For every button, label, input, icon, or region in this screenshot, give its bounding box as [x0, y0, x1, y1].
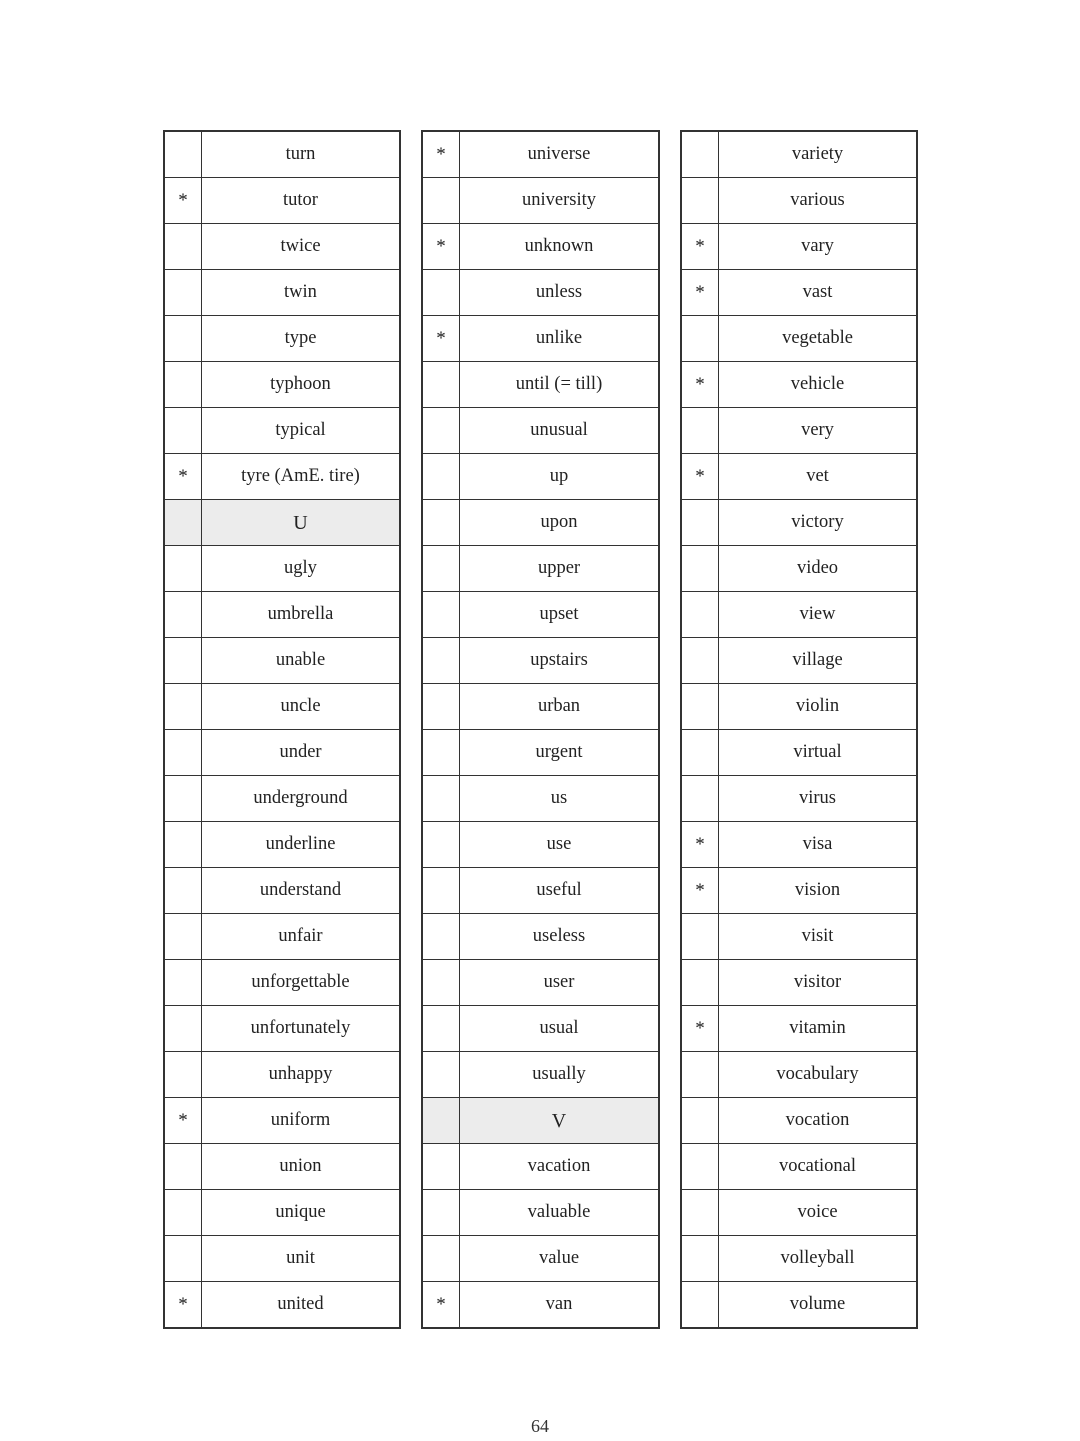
asterisk-marker: *: [681, 362, 719, 408]
vocab-word: unable: [202, 638, 401, 684]
vocab-row: [422, 316, 659, 362]
vocab-word: unfortunately: [202, 1006, 401, 1052]
vocab-word: vacation: [460, 1144, 660, 1190]
vocab-row: [681, 362, 917, 408]
asterisk-marker: [681, 638, 719, 684]
asterisk-marker: [422, 960, 460, 1006]
vocab-table-column-1: [163, 130, 401, 1329]
asterisk-marker: *: [164, 454, 202, 500]
vocab-row: [681, 730, 917, 776]
vocab-row: [164, 1006, 400, 1052]
asterisk-marker: [164, 868, 202, 914]
vocab-row: [164, 960, 400, 1006]
asterisk-marker: [422, 1236, 460, 1282]
vocab-word: unfair: [202, 914, 401, 960]
vocab-table-body: [681, 131, 917, 1328]
vocab-word: van: [460, 1282, 660, 1329]
vocab-word: voice: [719, 1190, 918, 1236]
vocab-row: [164, 822, 400, 868]
vocab-row: [422, 1006, 659, 1052]
vocab-row: [422, 638, 659, 684]
vocab-word: understand: [202, 868, 401, 914]
vocab-row: [681, 868, 917, 914]
vocab-row: [164, 1052, 400, 1098]
vocab-row: [422, 270, 659, 316]
asterisk-marker: [422, 822, 460, 868]
vocab-word: type: [202, 316, 401, 362]
vocab-row: [681, 822, 917, 868]
asterisk-marker: [164, 131, 202, 178]
vocab-row: [164, 592, 400, 638]
vocab-row: [422, 868, 659, 914]
asterisk-marker: [681, 684, 719, 730]
vocab-word: unless: [460, 270, 660, 316]
vocab-word: unusual: [460, 408, 660, 454]
vocab-row: [422, 1052, 659, 1098]
vocab-table-column-3: [680, 130, 918, 1329]
asterisk-marker: [422, 730, 460, 776]
vocab-row: [164, 131, 400, 178]
asterisk-marker: [681, 1144, 719, 1190]
vocab-word: video: [719, 546, 918, 592]
vocab-row: [422, 1144, 659, 1190]
vocab-row: [681, 1236, 917, 1282]
vocab-row: [681, 1052, 917, 1098]
asterisk-marker: [422, 638, 460, 684]
asterisk-marker: [681, 1282, 719, 1329]
vocab-word: under: [202, 730, 401, 776]
asterisk-marker: [681, 960, 719, 1006]
asterisk-marker: [422, 500, 460, 546]
vocab-word: tyre (AmE. tire): [202, 454, 401, 500]
vocab-word: universe: [460, 131, 660, 178]
asterisk-marker: [164, 224, 202, 270]
vocab-row: [164, 1282, 400, 1329]
vocab-row: [422, 546, 659, 592]
vocab-word: united: [202, 1282, 401, 1329]
vocab-row: [422, 131, 659, 178]
vocab-word: union: [202, 1144, 401, 1190]
asterisk-marker: [681, 730, 719, 776]
vocab-row: [681, 1006, 917, 1052]
letter-section-header-row: [164, 500, 400, 546]
vocab-row: [681, 1098, 917, 1144]
vocab-row: [422, 684, 659, 730]
asterisk-marker: [164, 1144, 202, 1190]
asterisk-marker: [422, 684, 460, 730]
vocab-word: value: [460, 1236, 660, 1282]
asterisk-marker: *: [164, 178, 202, 224]
vocab-row: [422, 592, 659, 638]
vocab-row: [164, 316, 400, 362]
asterisk-marker: [422, 362, 460, 408]
asterisk-marker: [164, 1006, 202, 1052]
asterisk-marker: [422, 868, 460, 914]
asterisk-marker: [164, 270, 202, 316]
asterisk-marker: [164, 1236, 202, 1282]
asterisk-marker: *: [422, 224, 460, 270]
vocab-word: unhappy: [202, 1052, 401, 1098]
vocab-word: unit: [202, 1236, 401, 1282]
asterisk-marker: [422, 914, 460, 960]
vocab-word: urgent: [460, 730, 660, 776]
asterisk-marker: *: [681, 454, 719, 500]
vocab-word: up: [460, 454, 660, 500]
vocab-row: [681, 1190, 917, 1236]
vocab-word: until (= till): [460, 362, 660, 408]
asterisk-marker: [681, 1236, 719, 1282]
vocab-word: underground: [202, 776, 401, 822]
asterisk-marker: [681, 1190, 719, 1236]
vocab-row: [422, 1236, 659, 1282]
asterisk-marker: *: [681, 224, 719, 270]
vocab-word: vet: [719, 454, 918, 500]
asterisk-marker: [681, 408, 719, 454]
asterisk-marker: [681, 178, 719, 224]
vocab-row: [422, 1190, 659, 1236]
vocab-row: [422, 408, 659, 454]
asterisk-marker: [681, 131, 719, 178]
asterisk-marker: [164, 546, 202, 592]
vocab-word: very: [719, 408, 918, 454]
vocab-word: vitamin: [719, 1006, 918, 1052]
vocab-word: twice: [202, 224, 401, 270]
asterisk-marker: [681, 914, 719, 960]
asterisk-marker: [422, 1052, 460, 1098]
section-letter: U: [202, 500, 401, 546]
vocab-word: variety: [719, 131, 918, 178]
vocab-row: [164, 1236, 400, 1282]
asterisk-marker: [681, 776, 719, 822]
vocab-row: [422, 822, 659, 868]
vocab-row: [164, 1098, 400, 1144]
vocab-word: vocational: [719, 1144, 918, 1190]
vocab-row: [681, 316, 917, 362]
vocab-row: [681, 684, 917, 730]
vocab-row: [164, 776, 400, 822]
asterisk-marker: *: [681, 822, 719, 868]
asterisk-marker: *: [422, 131, 460, 178]
vocab-word: upon: [460, 500, 660, 546]
asterisk-marker: *: [422, 316, 460, 362]
vocab-word: twin: [202, 270, 401, 316]
page-number: 64: [531, 1416, 549, 1436]
vocab-row: [422, 500, 659, 546]
vocab-row: [422, 960, 659, 1006]
vocab-word: unforgettable: [202, 960, 401, 1006]
vocab-word: victory: [719, 500, 918, 546]
vocab-row: [422, 454, 659, 500]
vocab-row: [422, 178, 659, 224]
asterisk-marker: [422, 1190, 460, 1236]
vocab-row: [164, 1190, 400, 1236]
vocab-row: [681, 1144, 917, 1190]
asterisk-marker: *: [422, 1282, 460, 1329]
vocab-word: university: [460, 178, 660, 224]
asterisk-marker: [681, 592, 719, 638]
asterisk-marker: [164, 500, 202, 546]
vocab-word: tutor: [202, 178, 401, 224]
asterisk-marker: [164, 638, 202, 684]
vocab-row: [681, 224, 917, 270]
vocab-word: user: [460, 960, 660, 1006]
asterisk-marker: [422, 592, 460, 638]
vocab-row: [681, 131, 917, 178]
vocab-word: underline: [202, 822, 401, 868]
vocab-row: [681, 1282, 917, 1329]
section-letter: V: [460, 1098, 660, 1144]
vocab-row: [164, 868, 400, 914]
vocab-word: vegetable: [719, 316, 918, 362]
asterisk-marker: [422, 1006, 460, 1052]
vocab-word: uniform: [202, 1098, 401, 1144]
vocab-word: us: [460, 776, 660, 822]
asterisk-marker: [164, 592, 202, 638]
vocab-word: typhoon: [202, 362, 401, 408]
vocab-row: [164, 914, 400, 960]
asterisk-marker: [164, 914, 202, 960]
vocab-word: vehicle: [719, 362, 918, 408]
asterisk-marker: [681, 316, 719, 362]
asterisk-marker: [164, 408, 202, 454]
asterisk-marker: [422, 178, 460, 224]
vocab-row: [681, 500, 917, 546]
vocab-table-body: [164, 131, 400, 1328]
vocab-row: [681, 914, 917, 960]
asterisk-marker: [164, 730, 202, 776]
vocab-word: useful: [460, 868, 660, 914]
vocab-row: [164, 362, 400, 408]
asterisk-marker: [422, 270, 460, 316]
vocab-word: uncle: [202, 684, 401, 730]
vocab-word: volume: [719, 1282, 918, 1329]
vocab-word: urban: [460, 684, 660, 730]
vocab-row: [681, 960, 917, 1006]
vocab-row: [681, 776, 917, 822]
vocab-word: vocation: [719, 1098, 918, 1144]
asterisk-marker: [681, 500, 719, 546]
vocab-word: unique: [202, 1190, 401, 1236]
vocab-word: visa: [719, 822, 918, 868]
vocab-word: unlike: [460, 316, 660, 362]
vocab-row: [164, 1144, 400, 1190]
asterisk-marker: [164, 822, 202, 868]
asterisk-marker: [422, 454, 460, 500]
asterisk-marker: *: [164, 1098, 202, 1144]
vocab-word: various: [719, 178, 918, 224]
vocab-row: [422, 1282, 659, 1329]
asterisk-marker: *: [681, 1006, 719, 1052]
asterisk-marker: *: [681, 868, 719, 914]
vocab-word: usually: [460, 1052, 660, 1098]
vocab-row: [681, 638, 917, 684]
vocab-row: [164, 730, 400, 776]
vocab-word: usual: [460, 1006, 660, 1052]
vocab-word: virus: [719, 776, 918, 822]
vocab-word: useless: [460, 914, 660, 960]
vocab-word: upper: [460, 546, 660, 592]
asterisk-marker: *: [164, 1282, 202, 1329]
vocab-row: [164, 408, 400, 454]
asterisk-marker: [164, 776, 202, 822]
vocab-row: [164, 546, 400, 592]
vocab-word: virtual: [719, 730, 918, 776]
vocab-row: [681, 454, 917, 500]
asterisk-marker: [164, 960, 202, 1006]
vocab-row: [164, 178, 400, 224]
vocab-table-body: [422, 131, 659, 1328]
asterisk-marker: [681, 546, 719, 592]
asterisk-marker: [422, 546, 460, 592]
asterisk-marker: [681, 1098, 719, 1144]
vocab-word: visitor: [719, 960, 918, 1006]
vocab-word: upset: [460, 592, 660, 638]
vocab-row: [681, 270, 917, 316]
vocab-row: [164, 224, 400, 270]
vocab-word: valuable: [460, 1190, 660, 1236]
vocab-word: visit: [719, 914, 918, 960]
letter-section-header-row: [422, 1098, 659, 1144]
vocab-row: [422, 776, 659, 822]
vocab-word: vocabulary: [719, 1052, 918, 1098]
vocab-row: [681, 546, 917, 592]
asterisk-marker: [681, 1052, 719, 1098]
vocab-word: vary: [719, 224, 918, 270]
vocab-row: [681, 592, 917, 638]
vocab-word: unknown: [460, 224, 660, 270]
vocab-word: violin: [719, 684, 918, 730]
asterisk-marker: [422, 776, 460, 822]
vocab-row: [681, 408, 917, 454]
vocab-word: typical: [202, 408, 401, 454]
vocab-row: [164, 684, 400, 730]
vocab-word: ugly: [202, 546, 401, 592]
vocab-row: [422, 730, 659, 776]
vocab-word: view: [719, 592, 918, 638]
vocab-word: use: [460, 822, 660, 868]
vocab-row: [422, 362, 659, 408]
asterisk-marker: [164, 684, 202, 730]
vocab-word: vast: [719, 270, 918, 316]
vocab-row: [164, 454, 400, 500]
asterisk-marker: [422, 408, 460, 454]
vocab-word: vision: [719, 868, 918, 914]
asterisk-marker: [164, 362, 202, 408]
asterisk-marker: [164, 1052, 202, 1098]
asterisk-marker: [164, 1190, 202, 1236]
vocab-word: upstairs: [460, 638, 660, 684]
vocab-row: [422, 914, 659, 960]
asterisk-marker: [422, 1098, 460, 1144]
vocab-row: [164, 270, 400, 316]
asterisk-marker: [164, 316, 202, 362]
vocab-word: umbrella: [202, 592, 401, 638]
vocab-word: turn: [202, 131, 401, 178]
vocab-word: volleyball: [719, 1236, 918, 1282]
vocab-row: [681, 178, 917, 224]
asterisk-marker: *: [681, 270, 719, 316]
vocab-word: village: [719, 638, 918, 684]
vocab-table-column-2: [421, 130, 660, 1329]
vocab-row: [164, 638, 400, 684]
asterisk-marker: [422, 1144, 460, 1190]
vocab-row: [422, 224, 659, 270]
